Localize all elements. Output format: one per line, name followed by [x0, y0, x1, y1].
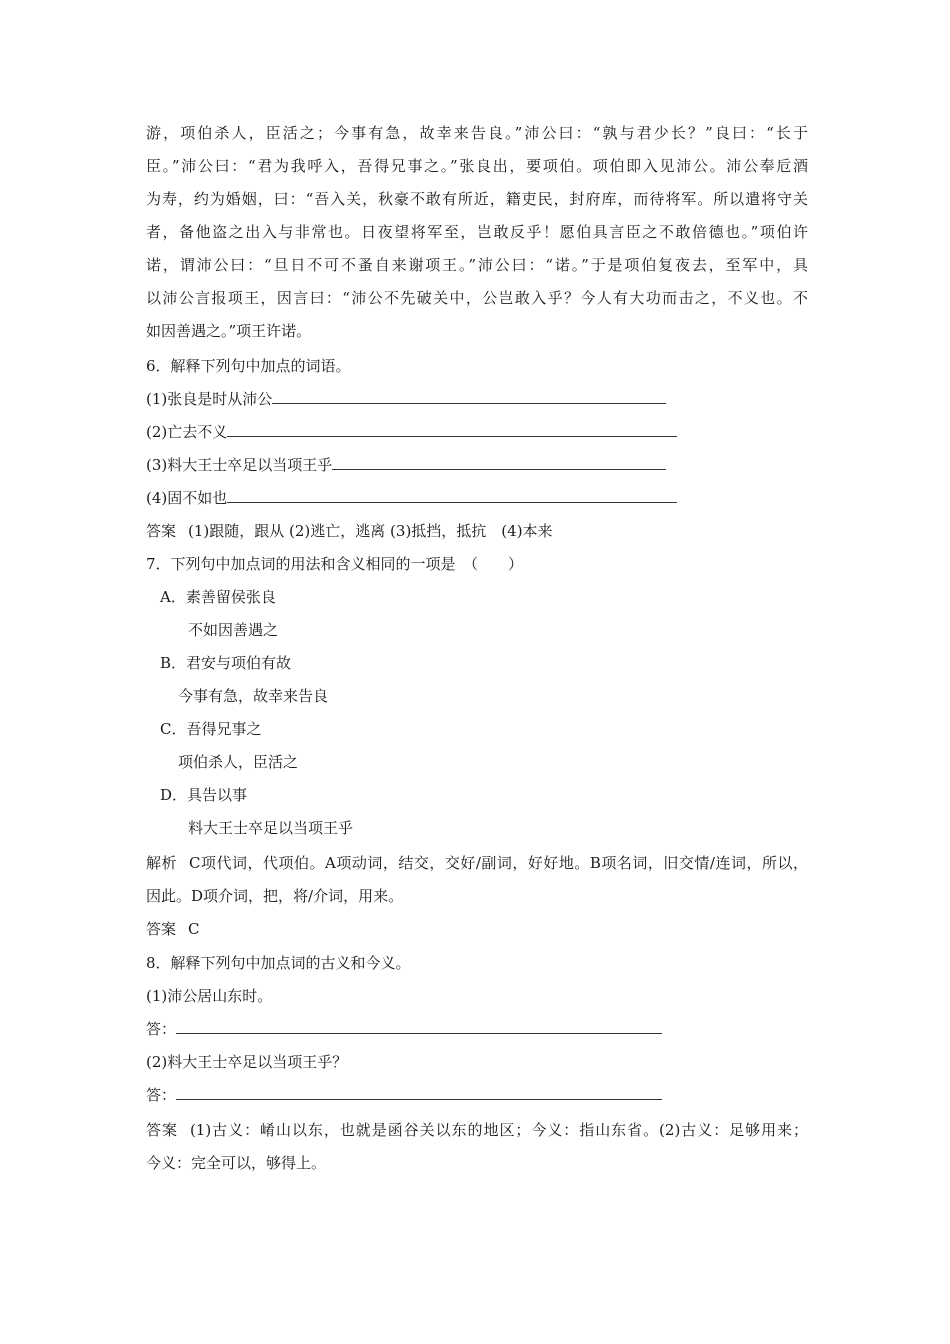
answer-blank[interactable]	[332, 455, 666, 470]
question-6-item	[146, 455, 666, 475]
question-8-item: (2)料大王士卒足以当项王乎？	[146, 1053, 348, 1071]
answer-label: 答案	[146, 920, 177, 938]
question-8-answer	[146, 1120, 808, 1140]
answer-text: (1)古义：崤山以东，也就是函谷关以东的地区；今义：指山东省。(2)古义：足够用来；	[189, 1121, 808, 1139]
answer-prefix: 答：	[146, 1086, 177, 1104]
answer-blank[interactable]	[227, 488, 677, 503]
analysis-label: 解析	[146, 854, 178, 872]
option-d: D．具告以事	[160, 786, 248, 804]
option-d-pair: 料大王士卒足以当项王乎	[188, 819, 354, 837]
question-8-answer-cont: 今义：完全可以，够得上。	[146, 1154, 327, 1172]
passage-line-7: 如因善遇之。”项王许诺。	[146, 322, 312, 340]
analysis-text: C项代词，代项伯。A项动词，结交，交好/副词，好好地。B项名词，旧交情/连词，所以，	[189, 854, 808, 872]
answer-label: 答案	[146, 522, 177, 540]
question-8-stem: 8．解释下列句中加点词的古义和今义。	[146, 954, 411, 972]
answer-blank[interactable]	[227, 422, 677, 437]
item-text: (2)亡去不义	[146, 423, 228, 441]
answer-blank[interactable]	[176, 1019, 662, 1034]
option-b-pair: 今事有急，故幸来告良	[178, 687, 329, 705]
answer-label: 答案	[146, 1121, 178, 1139]
question-8-answer-line	[146, 1019, 662, 1039]
answer-prefix: 答：	[146, 1020, 177, 1038]
item-text: (1)张良是时从沛公	[146, 390, 273, 408]
answer-blank[interactable]	[176, 1085, 662, 1100]
question-6-stem: 6．解释下列句中加点的词语。	[146, 357, 351, 375]
passage-line-6: 以沛公言报项王，因言曰：“沛公不先破关中，公岂敢入乎？今人有大功而击之，不义也。不	[146, 289, 808, 307]
item-text: (4)固不如也	[146, 489, 228, 507]
answer-blank[interactable]	[272, 389, 666, 404]
question-8-answer-line	[146, 1085, 662, 1105]
option-c: C．吾得兄事之	[160, 720, 262, 738]
passage-line-1: 游，项伯杀人，臣活之；今事有急，故幸来告良。”沛公曰：“孰与君少长？”良曰：“长于	[146, 124, 808, 142]
question-8-item: (1)沛公居山东时。	[146, 987, 273, 1005]
question-6-item	[146, 488, 677, 508]
question-6-item	[146, 389, 666, 409]
option-a: A．素善留侯张良	[160, 588, 276, 606]
passage-line-5: 诺，谓沛公曰：“旦日不可不蚤自来谢项王。”沛公曰：“诺。”于是项伯复夜去，至军中，具	[146, 256, 808, 274]
passage-line-3: 为寿，约为婚姻，曰：“吾入关，秋豪不敢有所近，籍吏民，封府库，而待将军。所以遣将守关	[146, 190, 808, 208]
question-6-item	[146, 422, 677, 442]
item-text: (3)料大王士卒足以当项王乎	[146, 456, 333, 474]
option-b: B．君安与项伯有故	[160, 654, 292, 672]
answer-text: (1)跟随，跟从 (2)逃亡，逃离 (3)抵挡，抵抗 (4)本来	[188, 522, 553, 540]
passage-line-2: 臣。”沛公曰：“君为我呼入，吾得兄事之。”张良出，要项伯。项伯即入见沛公。沛公奉卮酒	[146, 157, 808, 175]
passage-line-4: 者，备他盗之出入与非常也。日夜望将军至，岂敢反乎！愿伯具言臣之不敢倍德也。”项伯许	[146, 223, 808, 241]
question-7-analysis-cont: 因此。D项介词，把，将/介词，用来。	[146, 887, 404, 905]
answer-text: C	[188, 920, 200, 938]
question-7-stem: 7．下列句中加点词的用法和含义相同的一项是 （ ）	[146, 555, 524, 573]
question-6-answer	[146, 521, 553, 541]
option-a-pair: 不如因善遇之	[188, 621, 279, 639]
option-c-pair: 项伯杀人，臣活之	[178, 753, 299, 771]
question-7-analysis	[146, 853, 808, 873]
question-7-answer	[146, 919, 200, 939]
